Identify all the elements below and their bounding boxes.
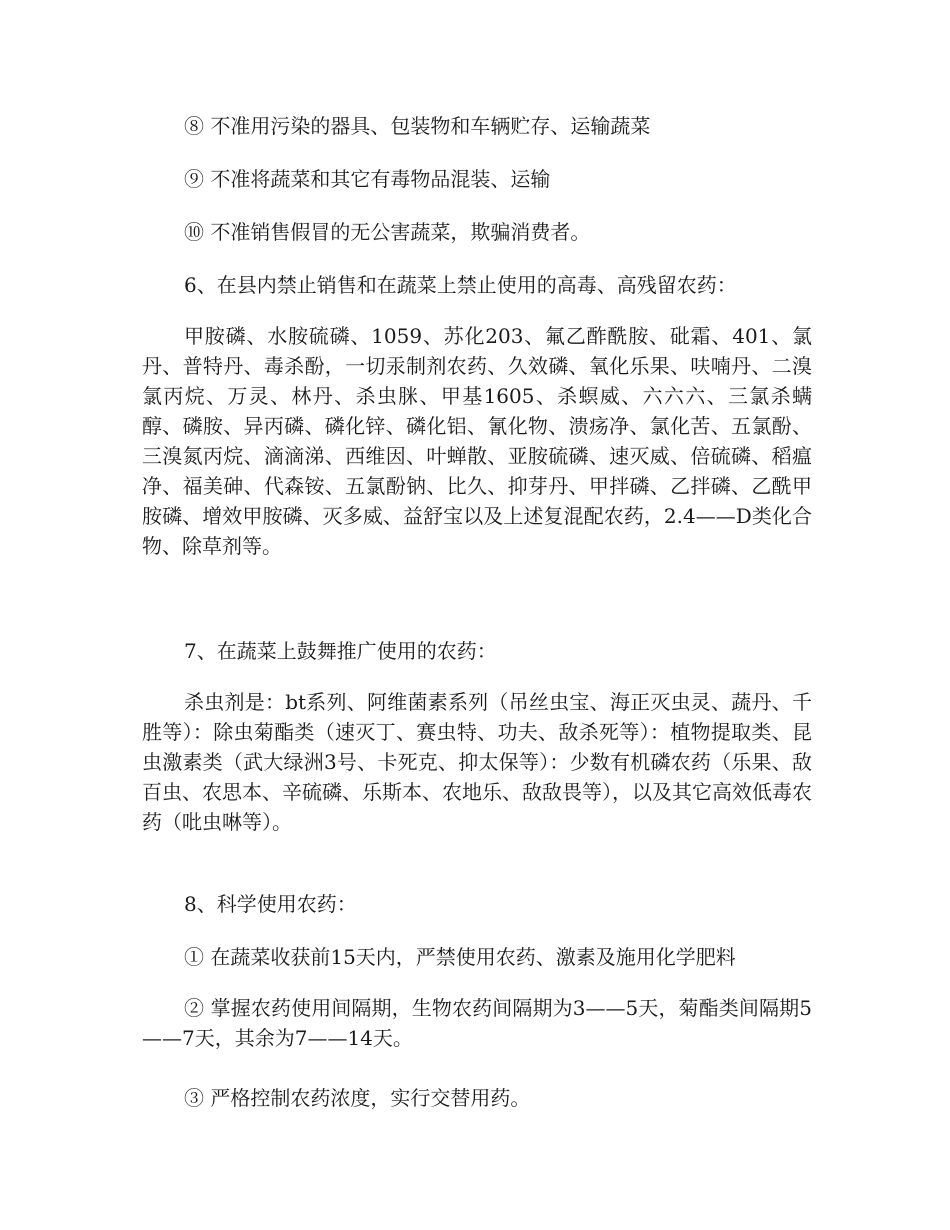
usage-rule-1: ① 在蔬菜收获前15天内，严禁使用农药、激素及施用化学肥料 [184,945,736,969]
banned-pesticides-list: 甲胺磷、水胺硫磷、1059、苏化203、氟乙酢酰胺、砒霜、401、氯丹、普特丹、毒杀酚，一切汞制剂农药、久效磷、氧化乐果、呋喃丹、二溴氯丙烷、万灵、林丹、杀虫脒、甲基1605、杀螟威、六六六、三氯杀螨醇、磷胺、异丙磷、磷化锌、磷化铝、氰化物、溃疡净、氯化苦、五氯酚、三溴氮丙烷、滴滴涕、西维因、叶蝉散、亚胺硫磷、速灭威、倍硫磷、稻瘟净、福美砷、代森铵、五氯酚钠、比久、抑芽丹、甲拌磷、乙拌磷、乙酰甲胺磷、增效甲胺磷、灭多威、益舒宝以及上述复混配农药，2.4——D类化合物、除草剂等。 [142,324,812,558]
section-heading-7: 7、在蔬菜上鼓舞推广使用的农药： [184,639,497,663]
recommended-pesticides-text: 杀虫剂是：bt系列、阿维菌素系列（吊丝虫宝、海正灭虫灵、蔬丹、千胜等）：除虫菊酯类（速灭丁、赛虫特、功夫、敌杀死等）：植物提取类、昆虫激素类（武大绿洲3号、卡死克、抑太保等）：少数有机磷农药（乐果、敌百虫、农思本、辛硫磷、乐斯本、农地乐、敌敌畏等），以及其它高效低毒农药（吡虫啉等）。 [142,690,812,834]
paragraph-item-8: ⑧ 不准用污染的器具、包装物和车辆贮存、运输蔬菜 [184,114,651,138]
paragraph-item-10: ⑩ 不准销售假冒的无公害蔬菜，欺骗消费者。 [184,220,591,244]
section-heading-6: 6、在县内禁止销售和在蔬菜上禁止使用的高毒、高残留农药： [184,273,737,297]
section-heading-8: 8、科学使用农药： [184,892,357,916]
usage-rule-2: ② 掌握农药使用间隔期，生物农药间隔期为3——5天，菊酯类间隔期5——7天，其余为7——14天。 [142,996,812,1050]
usage-rule-3: ③ 严格控制农药浓度，实行交替用药。 [184,1086,531,1110]
paragraph-item-9: ⑨ 不准将蔬菜和其它有毒物品混装、运输 [184,167,551,191]
